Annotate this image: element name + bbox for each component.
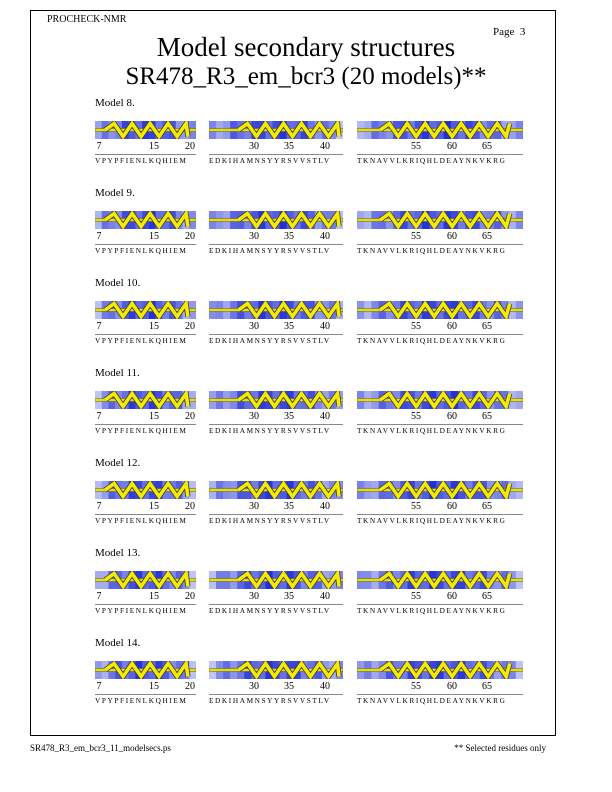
- residue-tick-label: 7: [96, 591, 102, 602]
- residue-tick-label: 35: [284, 231, 294, 242]
- residue-tick-label: 35: [284, 681, 294, 692]
- model-label: Model 12.: [95, 457, 141, 469]
- page-subtitle: SR478_R3_em_bcr3 (20 models)**: [125, 63, 487, 90]
- residue-tick-label: 55: [411, 231, 421, 242]
- residue-sequence: EDKIHAMNSYYRSVVSTLV: [209, 516, 331, 525]
- residue-tick-label: 65: [482, 681, 492, 692]
- model-label: Model 9.: [95, 187, 135, 199]
- residue-tick-label: 55: [411, 321, 421, 332]
- secondary-structure-strip: [209, 661, 343, 679]
- sequence-rule: [95, 244, 196, 245]
- residue-tick-label: 15: [149, 231, 159, 242]
- secondary-structure-strip: [357, 481, 523, 499]
- residue-tick-label: 60: [447, 411, 457, 422]
- residue-tick-label: 30: [249, 321, 259, 332]
- sequence-rule: [357, 694, 523, 695]
- sequence-rule: [357, 424, 523, 425]
- sequence-rule: [95, 334, 196, 335]
- model-label: Model 10.: [95, 277, 141, 289]
- residue-tick-label: 15: [149, 501, 159, 512]
- residue-tick-label: 60: [447, 501, 457, 512]
- secondary-structure-strip: [357, 121, 523, 139]
- residue-tick-label: 30: [249, 501, 259, 512]
- sequence-rule: [209, 334, 343, 335]
- residue-tick-label: 65: [482, 231, 492, 242]
- residue-tick-label: 30: [249, 681, 259, 692]
- sequence-rule: [209, 154, 343, 155]
- residue-sequence: TKNAVVLKRIQHLDEAYNKVKRG: [357, 336, 507, 345]
- secondary-structure-strip: [95, 121, 196, 139]
- secondary-structure-strip: [357, 661, 523, 679]
- residue-tick-label: 60: [447, 141, 457, 152]
- residue-tick-label: 65: [482, 411, 492, 422]
- sequence-rule: [357, 604, 523, 605]
- residue-sequence: VPYPFIENLKQHIEM: [95, 246, 188, 255]
- model-label: Model 8.: [95, 97, 135, 109]
- residue-sequence: TKNAVVLKRIQHLDEAYNKVKRG: [357, 426, 507, 435]
- footer-note: ** Selected residues only: [454, 743, 546, 753]
- residue-tick-label: 20: [185, 681, 195, 692]
- residue-tick-label: 60: [447, 681, 457, 692]
- residue-sequence: TKNAVVLKRIQHLDEAYNKVKRG: [357, 156, 507, 165]
- model-label: Model 11.: [95, 367, 140, 379]
- residue-sequence: VPYPFIENLKQHIEM: [95, 336, 188, 345]
- sequence-rule: [95, 424, 196, 425]
- page-number: Page 3: [493, 26, 526, 38]
- program-name: PROCHECK-NMR: [47, 14, 127, 25]
- secondary-structure-strip: [95, 391, 196, 409]
- sequence-rule: [209, 514, 343, 515]
- residue-tick-label: 35: [284, 321, 294, 332]
- residue-tick-label: 55: [411, 681, 421, 692]
- sequence-rule: [209, 424, 343, 425]
- residue-tick-label: 65: [482, 501, 492, 512]
- footer-filename: SR478_R3_em_bcr3_11_modelsecs.ps: [30, 743, 171, 753]
- residue-tick-label: 20: [185, 231, 195, 242]
- residue-tick-label: 65: [482, 591, 492, 602]
- residue-tick-label: 7: [96, 231, 102, 242]
- residue-tick-label: 15: [149, 591, 159, 602]
- residue-tick-label: 35: [284, 411, 294, 422]
- residue-tick-label: 7: [96, 501, 102, 512]
- residue-tick-label: 7: [96, 321, 102, 332]
- residue-tick-label: 40: [320, 681, 330, 692]
- secondary-structure-strip: [95, 301, 196, 319]
- residue-tick-label: 55: [411, 501, 421, 512]
- residue-tick-label: 40: [320, 411, 330, 422]
- residue-tick-label: 40: [320, 591, 330, 602]
- residue-tick-label: 20: [185, 321, 195, 332]
- secondary-structure-strip: [357, 211, 523, 229]
- secondary-structure-strip: [95, 571, 196, 589]
- residue-sequence: VPYPFIENLKQHIEM: [95, 156, 188, 165]
- residue-tick-label: 35: [284, 591, 294, 602]
- residue-sequence: EDKIHAMNSYYRSVVSTLV: [209, 606, 331, 615]
- residue-tick-label: 20: [185, 591, 195, 602]
- residue-tick-label: 15: [149, 411, 159, 422]
- sequence-rule: [357, 334, 523, 335]
- residue-tick-label: 55: [411, 591, 421, 602]
- residue-sequence: VPYPFIENLKQHIEM: [95, 606, 188, 615]
- residue-tick-label: 40: [320, 141, 330, 152]
- sequence-rule: [95, 154, 196, 155]
- page-title: Model secondary structures: [156, 32, 456, 62]
- residue-tick-label: 35: [284, 501, 294, 512]
- residue-tick-label: 30: [249, 591, 259, 602]
- sequence-rule: [357, 514, 523, 515]
- residue-tick-label: 60: [447, 591, 457, 602]
- secondary-structure-strip: [357, 391, 523, 409]
- residue-tick-label: 7: [96, 681, 102, 692]
- residue-sequence: EDKIHAMNSYYRSVVSTLV: [209, 696, 331, 705]
- secondary-structure-strip: [209, 301, 343, 319]
- residue-tick-label: 15: [149, 321, 159, 332]
- residue-sequence: TKNAVVLKRIQHLDEAYNKVKRG: [357, 606, 507, 615]
- residue-tick-label: 30: [249, 411, 259, 422]
- residue-tick-label: 40: [320, 231, 330, 242]
- residue-sequence: VPYPFIENLKQHIEM: [95, 426, 188, 435]
- residue-sequence: EDKIHAMNSYYRSVVSTLV: [209, 426, 331, 435]
- residue-sequence: EDKIHAMNSYYRSVVSTLV: [209, 336, 331, 345]
- residue-tick-label: 15: [149, 681, 159, 692]
- residue-sequence: VPYPFIENLKQHIEM: [95, 516, 188, 525]
- secondary-structure-strip: [95, 481, 196, 499]
- sequence-rule: [95, 604, 196, 605]
- residue-tick-label: 20: [185, 141, 195, 152]
- sequence-rule: [95, 514, 196, 515]
- model-label: Model 14.: [95, 637, 141, 649]
- model-label: Model 13.: [95, 547, 141, 559]
- residue-sequence: EDKIHAMNSYYRSVVSTLV: [209, 246, 331, 255]
- residue-tick-label: 35: [284, 141, 294, 152]
- residue-tick-label: 7: [96, 411, 102, 422]
- secondary-structure-strip: [209, 481, 343, 499]
- sequence-rule: [209, 244, 343, 245]
- secondary-structure-strip: [209, 391, 343, 409]
- secondary-structure-strip: [357, 571, 523, 589]
- residue-tick-label: 20: [185, 501, 195, 512]
- sequence-rule: [357, 244, 523, 245]
- secondary-structure-strip: [209, 211, 343, 229]
- secondary-structure-strip: [95, 211, 196, 229]
- residue-tick-label: 30: [249, 231, 259, 242]
- residue-tick-label: 15: [149, 141, 159, 152]
- residue-tick-label: 40: [320, 501, 330, 512]
- residue-tick-label: 55: [411, 411, 421, 422]
- residue-tick-label: 65: [482, 141, 492, 152]
- residue-sequence: TKNAVVLKRIQHLDEAYNKVKRG: [357, 516, 507, 525]
- secondary-structure-strip: [95, 661, 196, 679]
- residue-tick-label: 7: [96, 141, 102, 152]
- secondary-structure-strip: [209, 571, 343, 589]
- residue-tick-label: 60: [447, 231, 457, 242]
- residue-tick-label: 40: [320, 321, 330, 332]
- residue-sequence: TKNAVVLKRIQHLDEAYNKVKRG: [357, 246, 507, 255]
- residue-tick-label: 65: [482, 321, 492, 332]
- residue-tick-label: 60: [447, 321, 457, 332]
- residue-tick-label: 55: [411, 141, 421, 152]
- sequence-rule: [357, 154, 523, 155]
- residue-tick-label: 20: [185, 411, 195, 422]
- secondary-structure-strip: [357, 301, 523, 319]
- residue-sequence: EDKIHAMNSYYRSVVSTLV: [209, 156, 331, 165]
- residue-tick-label: 30: [249, 141, 259, 152]
- sequence-rule: [209, 694, 343, 695]
- sequence-rule: [95, 694, 196, 695]
- residue-sequence: TKNAVVLKRIQHLDEAYNKVKRG: [357, 696, 507, 705]
- sequence-rule: [209, 604, 343, 605]
- secondary-structure-strip: [209, 121, 343, 139]
- residue-sequence: VPYPFIENLKQHIEM: [95, 696, 188, 705]
